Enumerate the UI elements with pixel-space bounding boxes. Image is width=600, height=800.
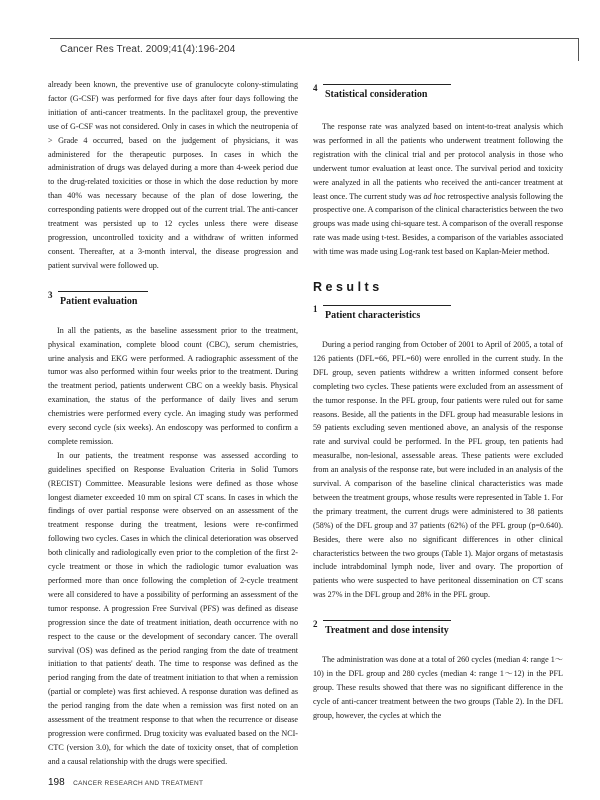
paragraph: During a period ranging from October of 2001 to April of 2005, a total of 126 patients (DFL=66, PFL=60) were enrolled in the current study. In the DFL group, seven patients withdrew a written informed consent before completing two cycles. These patients were excluded from an assessment of the tumor response. In the PFL group, four patients were ruled out for same reasons. Beside, all the patients in the DFL group had measurable lesions in 59 patients excluding seven mentioned above, an analysis of the response rate and survival could be performed. In the PFL group, ten patients had measuralbe, non-lesional, assessable areas. These patients were excluded from an analysis of the response rate, but were included in an analysis of the survival. A comparison of the baseline clinical characteristics was made between the treatment groups, whose results were represented in Table 1. For the primary treatment, the current drugs were administered to 38 patients (58%) of the DFL group and 37 patients (62%) of the PFL group (p=0.640). Besides, there were also no significant differences in other clinical characteristics between the two groups (Table 1). Major organs of metastasis include intrabdominal lymph node, liver and ovary. The proportion of patients who were suspected to have peritoneal dissemination on CT scans was 27% in the DFL group and 28% in the PFL group.: [313, 339, 563, 600]
paragraph: The administration was done at a total of 260 cycles (median 4: range 1～10) in the DFL group and 280 cycles (median 4: range 1～12) in the PFL group. These results showed that there was no significant difference in the cycle of anti-cancer treatment between the two groups (Table 2). In the DFL group, however, the cycles at which the: [313, 655, 563, 720]
section-number: 1: [313, 303, 318, 314]
page-footer: [48, 772, 203, 790]
section-heading-treatment-dose: [313, 618, 563, 636]
section-title: Treatment and dose intensity: [325, 625, 449, 637]
results-heading: Results: [313, 280, 383, 295]
journal-name: CANCER RESEARCH AND TREATMENT: [73, 780, 204, 787]
left-column: [48, 78, 298, 769]
paragraph: In our patients, the treatment response was assessed according to guidelines specified on Response Evaluation Criteria in Solid Tumors (RECIST) Committee. Measurable lesions were defined as those whose longest diameter exceeded 10 mm on spiral CT scans. In cases in which the findings of over partial response were observed on an assessment of the treatment response during the treatment, lesions were re-confirmed following two cycles. Cases in which the clinical deterioration was observed both clinically and radiologically even prior to the completion of the first 2-cycle treatment or those in which the radiologic tumor evaluation was performed more than once following the completion of 2-cycle treatment were all considered to have a possibility of performing an assessment of the tumor response. A progression Free Survival (PFS) was defined as disease progression since the date of treatment initiation, death occurrence with no respect to the cause or the development of secondary cancer. The overall survival (OS) was defined as the period ranging from the date of treatment initiation to that patients' death. The time to response was defined as the period ranging from the date of treatment initiation to that when a remission (partial or complete) was first achieved. A response duration was defined as the period ranging from the date when a remission was first noted on an assessment of the treatment response to that when the recurrence or disease progression were confirmed. Drug toxicity was evaluated based on the NCI-CTC (version 3.0), for which the date of toxicity onset, that of completion and a causal relationship with the drugs were specified.: [48, 450, 298, 766]
section-number: 2: [313, 619, 318, 630]
section-heading-patient-characteristics: [313, 303, 563, 321]
section-rule: [58, 291, 148, 292]
page-header: [0, 0, 600, 62]
intro-paragraph: already been known, the preventive use of granulocyte colony-stimulating factor (G-CSF) was performed for five days after four days following the initiation of anti-cancer treatments. In the paclitaxel group, the preventive use of G-CSF was not considered. Only in cases in which the neutropenia of > Grade 4 occurred, based on the judgement of physicians, it was administered for the therapeutic purposes. In cases in which the administration of drugs was delayed during a more than 4-week period due to the drug-related toxicities or those in which the dose reduction by more than 40% was necessary because of the plan of dose lowering, the corresponding patients were dropped out of the current trial. The anti-cancer treatment was persisted up to 12 cycles unless there were disease progression, uncontrolled toxicity and a withdraw of written informed consent. Thereafter, at a 3-month interval, the disease progression and patient survival were followed up.: [48, 80, 298, 270]
section-title: Patient characteristics: [325, 309, 421, 321]
section-heading-patient-evaluation: [48, 289, 298, 307]
section-heading-statistical-consideration: [313, 82, 563, 100]
section-number: 3: [48, 289, 53, 300]
right-column: [313, 78, 563, 723]
text-run: retrospective analysis following the prospective one. A comparison of the clinical characteristics between the two groups was made using chi-square test. A comparison of the overall response rate was made using t-test. Besides, a comparison of the variables associated with time was made using Log-rank test based on Kaplan-Meier method.: [313, 191, 563, 257]
section-rule: [323, 305, 451, 306]
section-rule: [323, 620, 451, 621]
page-number: 198: [48, 777, 65, 788]
italic-term: ad hoc: [423, 191, 446, 201]
paragraph: [313, 120, 563, 259]
section-title: Statistical consideration: [325, 89, 428, 100]
journal-reference: Cancer Res Treat. 2009;41(4):196-204: [60, 44, 236, 55]
section-rule: [323, 84, 451, 85]
section-title: Patient evaluation: [60, 295, 138, 307]
text-run: The response rate was analyzed based on intent-to-treat analysis which was performed in all the patients who underwent treatment following the registration with the clinical trial and per protocol analysis in those who underwent tumor evaluation at least once. The survival period and toxicity were analyzed in all the patients who received the anti-cancer treatment at least once. The current study was: [313, 122, 563, 201]
section-number: 4: [313, 83, 318, 93]
paragraph: In all the patients, as the baseline assessment prior to the treatment, physical examination, complete blood count (CBC), serum chemistries, urine analysis and EKG were performed. A radiographic assessment of the tumor was also performed within four weeks prior to the treatment. During the treatment period, patients underwent CBC on a weekly basis. Physical examination, the status of the performance of daily lives and serum chemistries were performed every cycle. An imaging study was performed every second cycle (six weeks). An endoscopy was performed to confirm a complete remission.: [48, 325, 298, 446]
